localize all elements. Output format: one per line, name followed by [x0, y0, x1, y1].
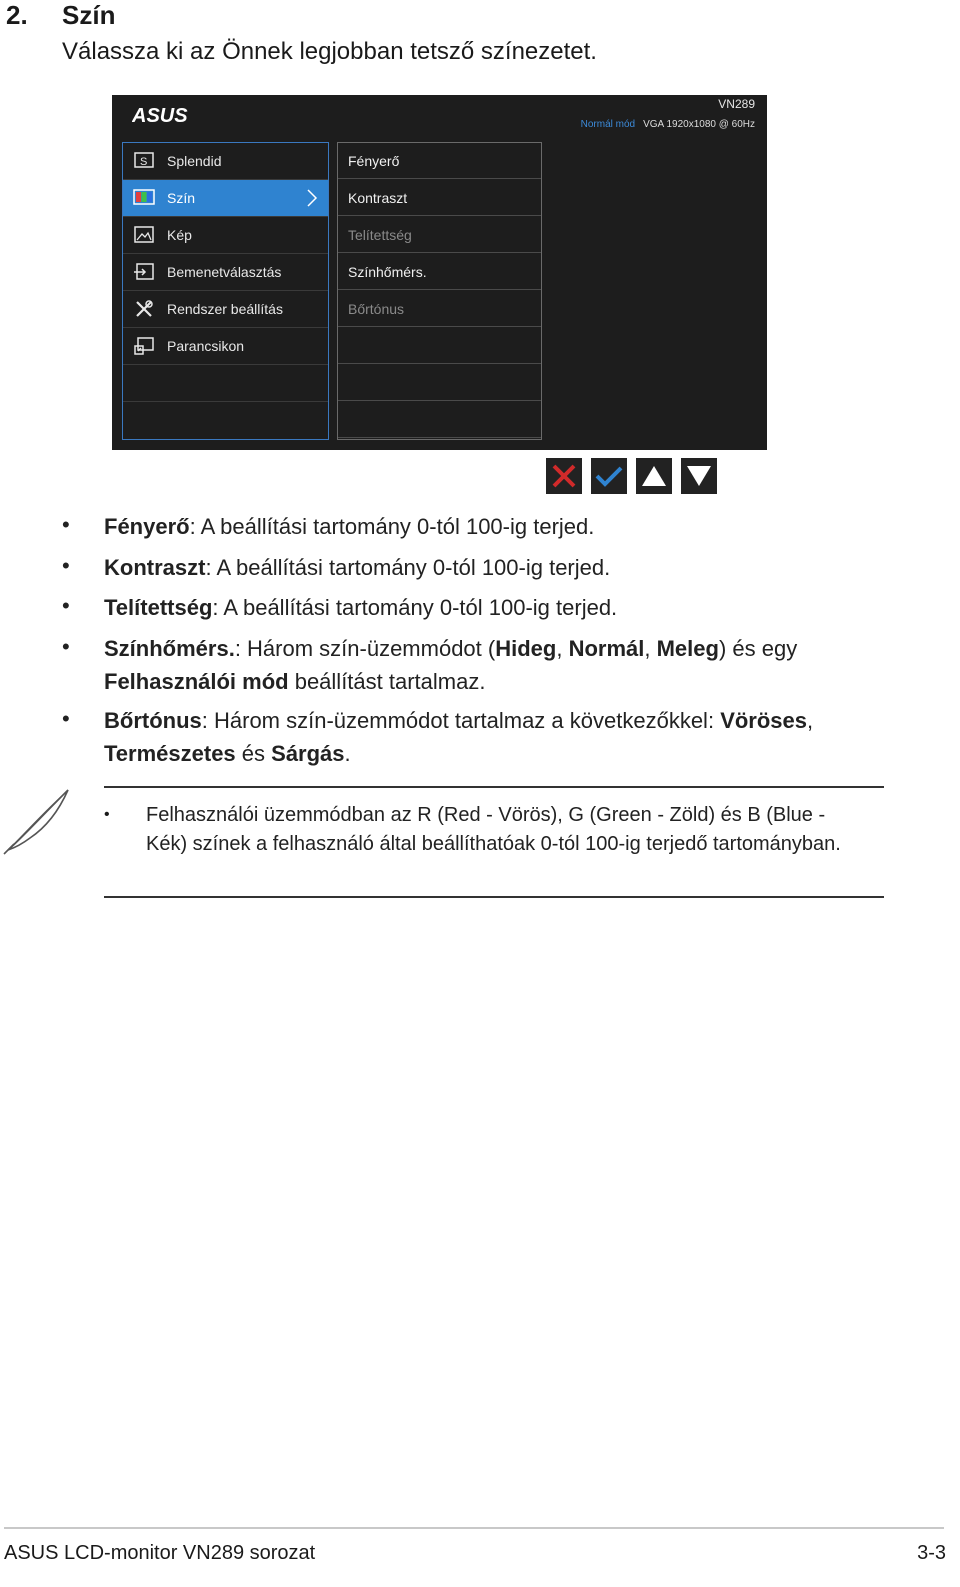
osd-menu-shortcut[interactable]: [123, 328, 328, 365]
osd-mode: Normál mód: [580, 119, 636, 130]
splendid-icon: [133, 151, 155, 171]
note-text: Felhasználói üzemmódban az R (Red - Vörös), G (Green - Zöld) és B (Blue - Kék) színek a felhasználó által beállíthatóak 0-tól 100-ig terjedő tartományban.: [146, 804, 841, 855]
asus-logo-text: ASUS: [132, 105, 188, 125]
osd-sub-contrast[interactable]: Kontraszt: [338, 180, 541, 216]
bullet-term: Telítettség: [104, 595, 213, 620]
page-number: 3-3: [917, 1542, 946, 1564]
section-intro: Válassza ki az Önnek legjobban tetsző színezetet.: [62, 38, 597, 65]
section-number: 2.: [6, 0, 28, 30]
osd-menu-empty: [123, 365, 328, 402]
svg-text:S: S: [140, 156, 148, 168]
osd-sub-saturation[interactable]: Telítettség: [338, 217, 541, 253]
bullet-brightness: [104, 510, 904, 543]
bullet-contrast: [104, 551, 904, 584]
bullet-mark: •: [62, 553, 70, 578]
bullet-desc: : A beállítási tartomány 0-tól 100-ig terjed.: [205, 555, 611, 580]
bullet-term: Színhőmérs.: [104, 636, 235, 661]
close-icon[interactable]: [546, 458, 582, 494]
osd-main-menu: [122, 142, 329, 440]
check-icon[interactable]: [591, 458, 627, 494]
osd-sub-brightness[interactable]: Fényerő: [338, 143, 541, 179]
osd-sub-empty: [338, 402, 541, 438]
osd-screen: [112, 95, 767, 450]
osd-signal: VGA 1920x1080 @ 60Hz: [643, 119, 755, 130]
input-icon: [133, 262, 155, 282]
bullet-desc: : A beállítási tartomány 0-tól 100-ig terjed.: [189, 514, 595, 539]
bullet-skin-tone: Bőrtónus: Három szín-üzemmódot tartalmaz a következőkkel: Vöröses, Természetes és Sárgás.: [104, 708, 814, 766]
note-divider-top: [104, 786, 884, 788]
osd-menu-label: Parancsikon: [167, 338, 245, 354]
osd-sub-menu: [337, 142, 542, 440]
osd-menu-system[interactable]: [123, 291, 328, 328]
osd-menu-label: Rendszer beállítás: [167, 301, 283, 317]
bullet-saturation: [104, 591, 904, 624]
osd-menu-splendid[interactable]: [123, 143, 328, 180]
osd-status: [581, 119, 755, 130]
osd-sub-color-temp[interactable]: Színhőmérs.: [338, 254, 541, 290]
bullet-mark: •: [62, 706, 70, 731]
bullet-color-temp: Színhőmérs.: Három szín-üzemmódot (Hideg, Normál, Meleg) és egy Felhasználói mód beállítást tartalmaz.: [104, 636, 798, 694]
osd-menu-label: Splendid: [167, 153, 222, 169]
up-icon[interactable]: [636, 458, 672, 494]
osd-menu-color[interactable]: [123, 180, 328, 217]
section-title: Szín: [62, 0, 116, 30]
asus-logo: [132, 105, 212, 125]
bullet-term: Kontraszt: [104, 555, 206, 580]
note-divider-bottom: [104, 896, 884, 898]
osd-menu-label: Kép: [167, 227, 192, 243]
osd-menu-label: Bemenetválasztás: [167, 264, 282, 280]
shortcut-icon: [133, 336, 155, 356]
footer-title: ASUS LCD-monitor VN289 sorozat: [4, 1542, 316, 1564]
bullet-mark: •: [62, 634, 70, 659]
bullet-desc: : A beállítási tartomány 0-tól 100-ig terjed.: [212, 595, 618, 620]
osd-menu-label: Szín: [167, 190, 196, 206]
feather-icon: [2, 786, 72, 856]
footer-divider: [4, 1527, 944, 1529]
osd-sub-skin-tone[interactable]: Bőrtónus: [338, 291, 541, 327]
tools-icon: [133, 299, 155, 319]
osd-menu-image[interactable]: [123, 217, 328, 254]
bullet-mark: •: [62, 512, 70, 537]
down-icon[interactable]: [681, 458, 717, 494]
bullet-term: Bőrtónus: [104, 708, 202, 733]
bullet-mark: •: [62, 593, 70, 618]
osd-sub-empty: [338, 365, 541, 401]
color-icon: [133, 188, 155, 208]
note-bullet-mark: •: [104, 806, 110, 823]
osd-model: VN289: [718, 97, 755, 111]
osd-menu-input[interactable]: [123, 254, 328, 291]
image-icon: [133, 225, 155, 245]
osd-sub-empty: [338, 328, 541, 364]
bullet-term: Fényerő: [104, 514, 190, 539]
chevron-right-icon: [306, 188, 318, 211]
